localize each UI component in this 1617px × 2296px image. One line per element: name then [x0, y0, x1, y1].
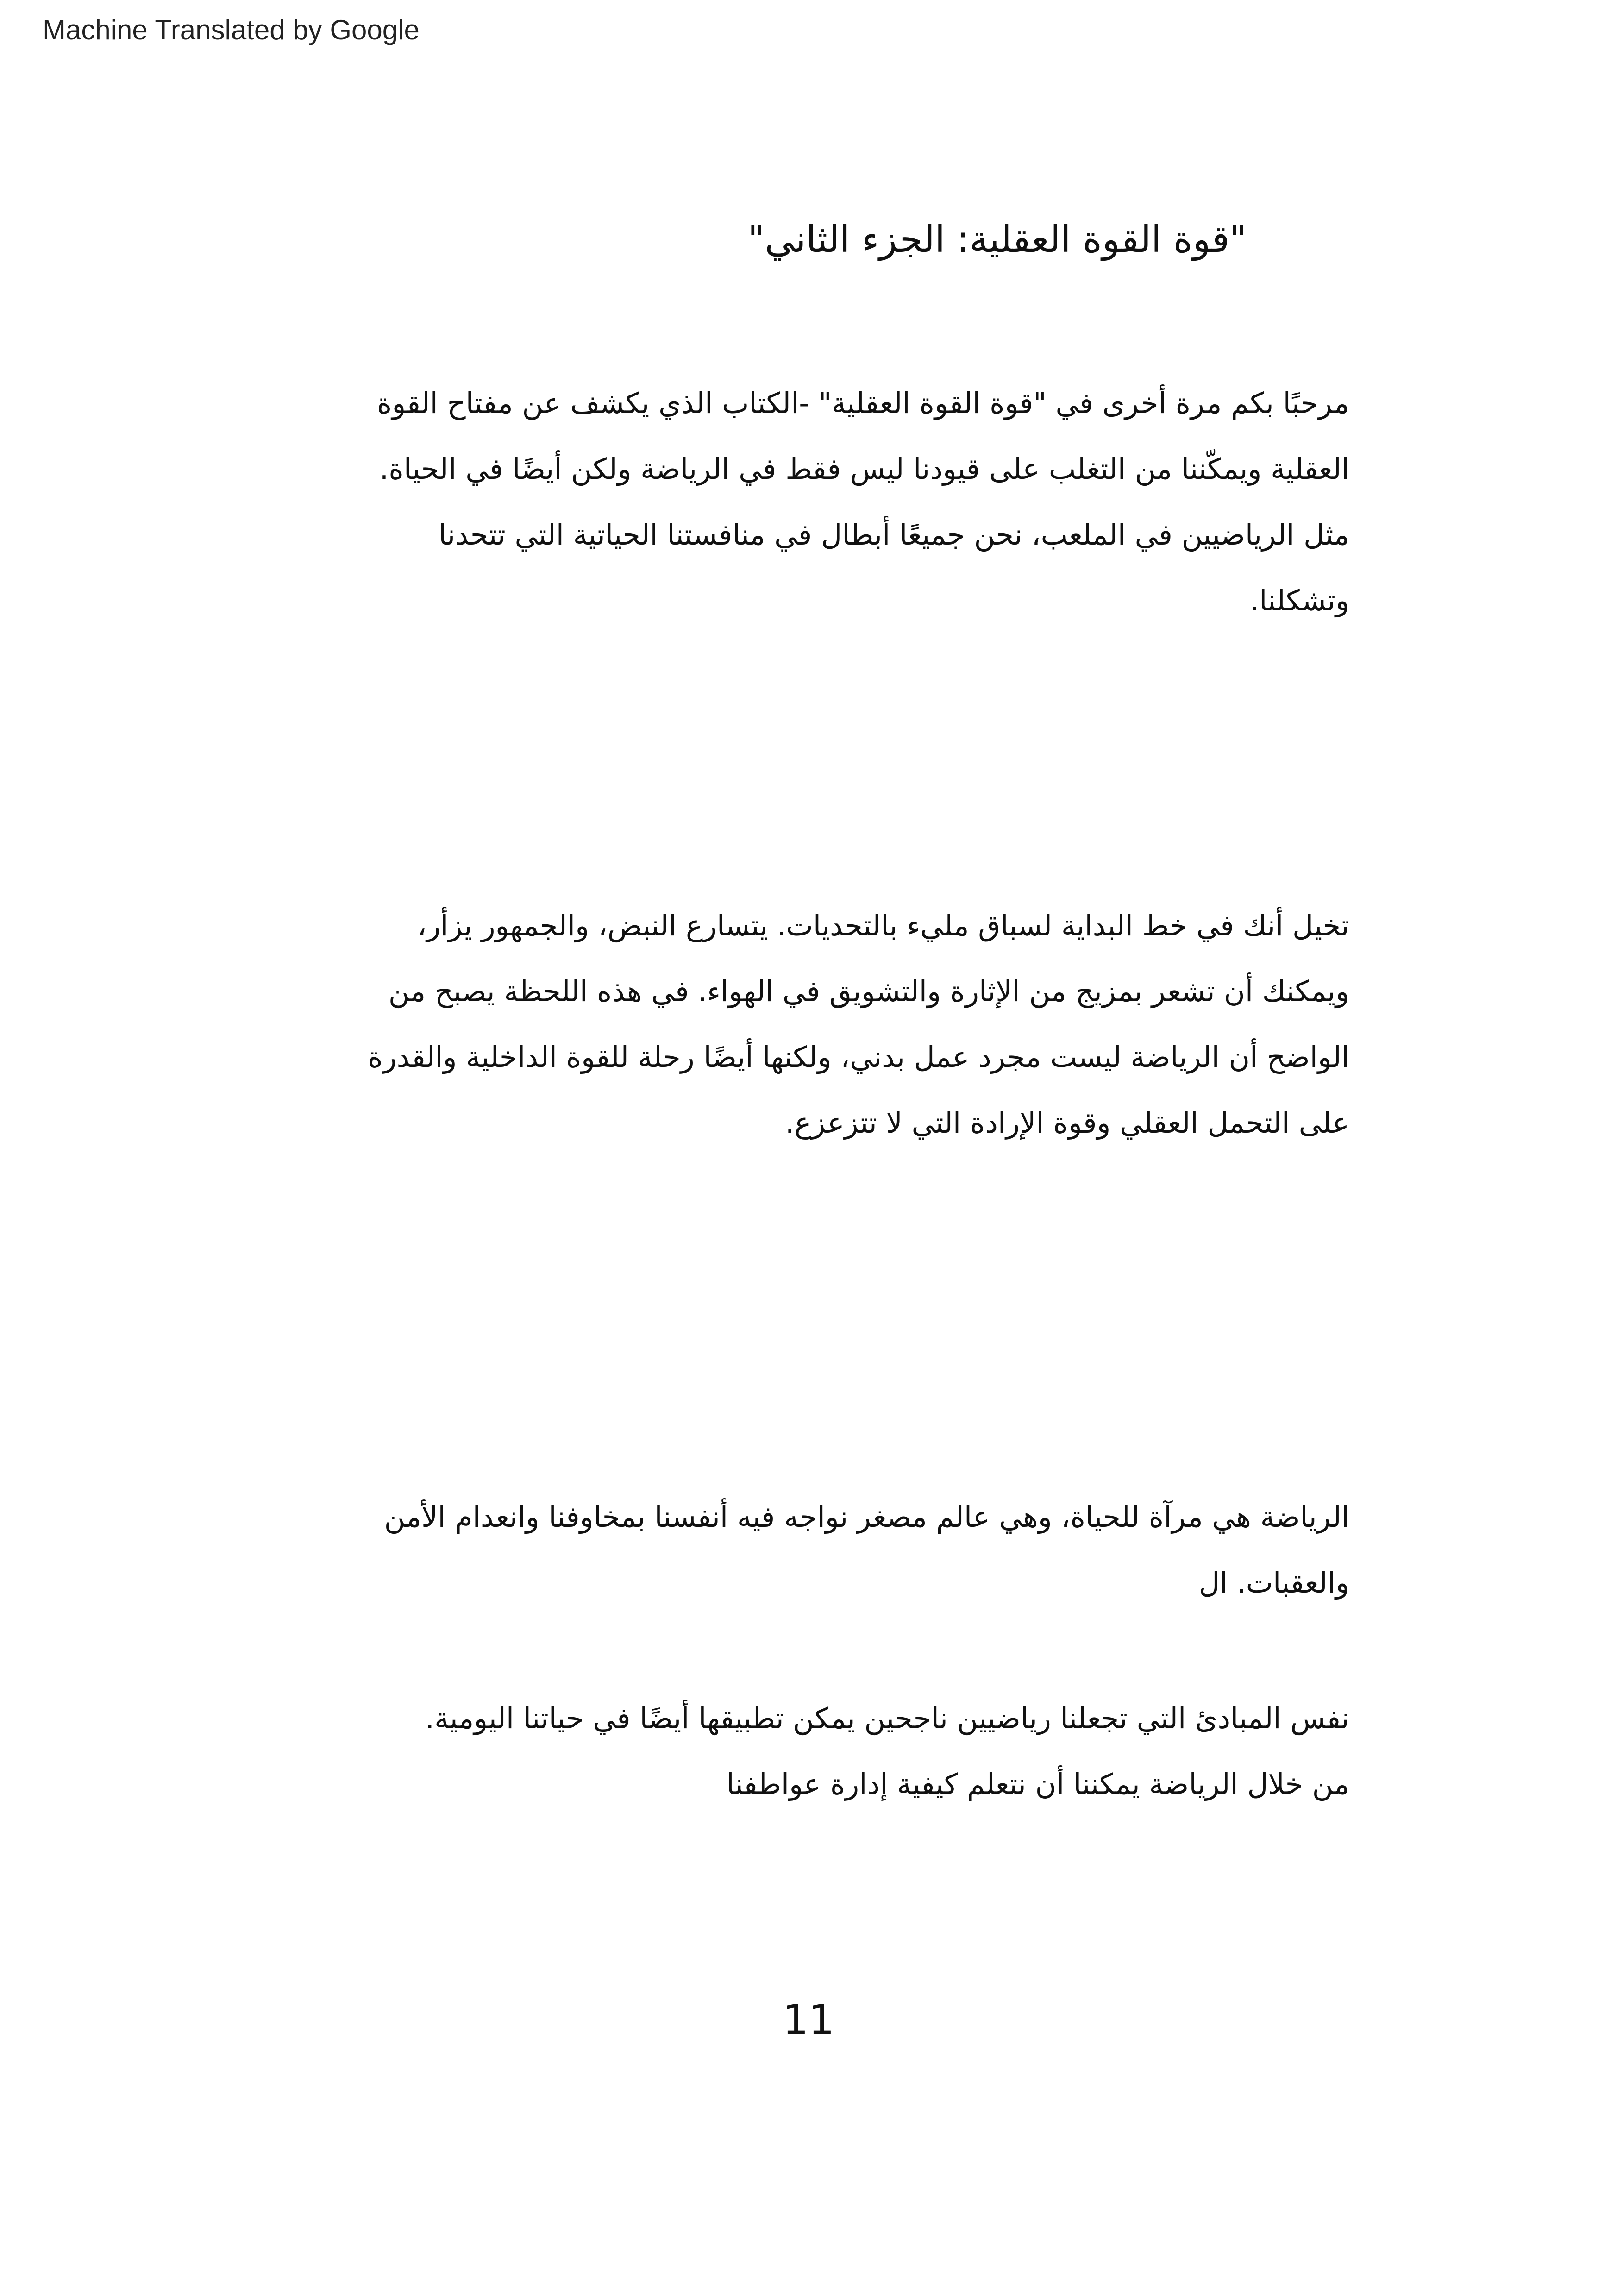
paragraph-line: الرياضة هي مرآة للحياة، وهي عالم مصغر نواجه فيه أنفسنا بمخاوفنا وانعدام الأمن	[384, 1500, 1349, 1534]
paragraph-2	[368, 893, 1349, 1156]
paragraph-line: العقلية ويمكّننا من التغلب على قيودنا ليس فقط في الرياضة ولكن أيضًا في الحياة.	[379, 452, 1349, 486]
paragraph-line: على التحمل العقلي وقوة الإرادة التي لا تتزعزع.	[785, 1106, 1349, 1140]
paragraph-line: الواضح أن الرياضة ليست مجرد عمل بدني، ولكنها أيضًا رحلة للقوة الداخلية والقدرة	[368, 1040, 1349, 1074]
machine-translation-banner: Machine Translated by Google	[43, 14, 420, 45]
paragraph-line: نفس المبادئ التي تجعلنا رياضيين ناجحين يمكن تطبيقها أيضًا في حياتنا اليومية.	[425, 1701, 1349, 1735]
paragraph-line: تخيل أنك في خط البداية لسباق مليء بالتحديات. يتسارع النبض، والجمهور يزأر،	[417, 909, 1349, 942]
paragraph-line: ويمكنك أن تشعر بمزيج من الإثارة والتشويق في الهواء. في هذه اللحظة يصبح من	[388, 974, 1349, 1008]
paragraph-line: والعقبات. ال	[1199, 1566, 1349, 1600]
paragraph-line: وتشكلنا.	[1250, 583, 1349, 617]
paragraph-line: مرحبًا بكم مرة أخرى في "قوة القوة العقلية" -الكتاب الذي يكشف عن مفتاح القوة	[376, 386, 1349, 420]
paragraph-3	[384, 1484, 1349, 1616]
document-title: "قوة القوة العقلية: الجزء الثاني"	[747, 218, 1247, 261]
paragraph-line: من خلال الرياضة يمكننا أن نتعلم كيفية إدارة عواطفنا	[726, 1767, 1349, 1801]
paragraph-1	[377, 370, 1349, 634]
paragraph-4	[425, 1686, 1349, 1817]
page-number: 11	[783, 1996, 834, 2044]
paragraph-line: مثل الرياضيين في الملعب، نحن جميعًا أبطال في منافستنا الحياتية التي تتحدنا	[439, 518, 1349, 552]
